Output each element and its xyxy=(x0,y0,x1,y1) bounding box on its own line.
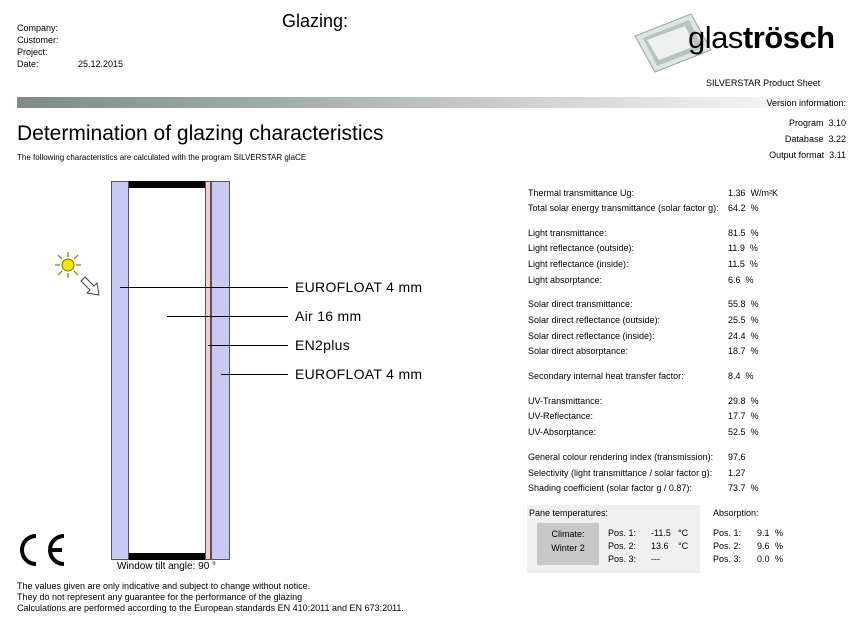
prop-name: UV-Reflectance: xyxy=(528,411,594,421)
layer-label-1: EUROFLOAT 4 mm xyxy=(295,279,423,295)
leader-line-4 xyxy=(221,374,288,375)
absorption-value: 0.0 xyxy=(757,554,770,564)
product-sheet-label: SILVERSTAR Product Sheet xyxy=(706,78,821,88)
version-output-name: Output format xyxy=(769,150,825,160)
pos-label: Pos. 2: xyxy=(713,541,742,551)
bottom-spacer xyxy=(129,553,205,560)
prop-value: 6.6 % xyxy=(728,275,754,285)
version-program-value: 3.10 xyxy=(828,118,846,128)
prop-value: 55.8 % xyxy=(728,299,759,309)
inner-glass-pane xyxy=(211,181,230,560)
pane-temperatures-label: Pane temperatures: xyxy=(529,508,609,518)
prop-value: 11.5 % xyxy=(728,259,758,269)
pos-label: Pos. 1: xyxy=(713,528,742,538)
prop-value: 17.7 % xyxy=(728,411,759,421)
footer-notes xyxy=(17,581,404,614)
customer-row xyxy=(17,35,59,45)
project-label: Project: xyxy=(17,47,48,57)
temp-unit: °C xyxy=(678,541,689,551)
prop-name: Solar direct reflectance (outside): xyxy=(528,315,661,325)
layer-label-3: EN2plus xyxy=(295,337,351,353)
version-program-name: Program xyxy=(788,118,824,128)
leader-line-2 xyxy=(167,316,288,317)
prop-value: 81.5 % xyxy=(728,228,759,238)
pos-label: Pos. 3: xyxy=(713,554,742,564)
date-row xyxy=(17,59,124,69)
version-output-value: 3.11 xyxy=(829,150,846,160)
prop-name: General colour rendering index (transmission): xyxy=(528,452,714,462)
prop-name: Secondary internal heat transfer factor: xyxy=(528,371,684,381)
prop-name: UV-Transmittance: xyxy=(528,396,603,406)
temp-value: 13.6 xyxy=(651,541,669,551)
brand-logo xyxy=(688,20,835,56)
brand-bold-text: trösch xyxy=(742,20,835,55)
prop-value: 73.7 % xyxy=(728,483,759,493)
date-label: Date: xyxy=(17,59,39,69)
prop-name: Solar direct reflectance (inside): xyxy=(528,331,655,341)
prop-name: Light transmittance: xyxy=(528,228,607,238)
page-title: Determination of glazing characteristics xyxy=(17,122,384,145)
prop-value: 52.5 % xyxy=(728,427,759,437)
prop-name: Light reflectance (outside): xyxy=(528,243,635,253)
customer-label: Customer: xyxy=(17,35,59,45)
project-row xyxy=(17,47,48,57)
absorption-unit: % xyxy=(775,554,784,564)
version-database-value: 3.22 xyxy=(828,134,846,144)
prop-name: Solar direct transmittance: xyxy=(528,299,633,309)
absorption-value: 9.1 xyxy=(757,528,770,538)
prop-name: UV-Absorptance: xyxy=(528,427,597,437)
ce-mark-icon xyxy=(12,530,68,575)
version-output-format xyxy=(769,150,846,160)
leader-line-3 xyxy=(208,345,288,346)
layer-label-2: Air 16 mm xyxy=(295,308,362,324)
climate-value: Winter 2 xyxy=(551,543,585,553)
version-database xyxy=(785,134,846,144)
outer-glass-pane xyxy=(111,181,129,560)
temp-value: -11.5 xyxy=(651,528,671,538)
glazing-title: Glazing: xyxy=(282,11,349,31)
prop-value: 25.5 % xyxy=(728,315,759,325)
company-row xyxy=(17,23,58,33)
arrow-icon xyxy=(78,274,104,305)
layer-label-4: EUROFLOAT 4 mm xyxy=(295,366,423,382)
company-label: Company: xyxy=(17,23,59,33)
footer-line-2: They do not represent any guarantee for the performance of the glazing xyxy=(17,592,303,602)
prop-name: Light reflectance (inside): xyxy=(528,259,629,269)
absorption-row-1 xyxy=(713,528,784,538)
absorption-row-3 xyxy=(713,554,784,564)
prop-value: 8.4 % xyxy=(728,371,754,381)
pane-temp-row-3 xyxy=(608,554,660,564)
prop-name: Light absorptance: xyxy=(528,275,603,285)
prop-name: Solar direct absorptance: xyxy=(528,346,629,356)
version-info-label: Version information: xyxy=(766,98,846,108)
version-program xyxy=(789,118,846,128)
climate-label: Climate: xyxy=(551,529,585,539)
pos-label: Pos. 2: xyxy=(608,541,637,551)
absorption-label: Absorption: xyxy=(713,508,759,518)
prop-value: 29.8 % xyxy=(728,396,759,406)
pos-label: Pos. 3: xyxy=(608,554,637,564)
date-value: 25.12.2015 xyxy=(78,59,124,69)
absorption-row-2 xyxy=(713,541,784,551)
pane-temp-row-1 xyxy=(608,528,689,538)
page-subtitle: The following characteristics are calculated with the program SILVERSTAR glaCE xyxy=(17,153,307,162)
prop-value: 1.27 xyxy=(728,468,746,478)
prop-name: Total solar energy transmittance (solar factor g): xyxy=(528,203,719,213)
prop-name: Shading coefficient (solar factor g / 0.87): xyxy=(528,483,692,493)
absorption-unit: % xyxy=(775,528,784,538)
prop-name: Thermal transmittance Ug: xyxy=(528,188,635,198)
prop-value: 24.4 % xyxy=(728,331,759,341)
prop-value: 11.9 % xyxy=(728,243,758,253)
footer-line-3: Calculations are performed according to the European standards EN 410:2011 and EN 673:2011. xyxy=(17,603,404,613)
pane-temp-row-2 xyxy=(608,541,689,551)
top-spacer xyxy=(129,181,205,188)
absorption-unit: % xyxy=(775,541,784,551)
brand-light-text: glas xyxy=(688,20,743,55)
prop-value: 18.7 % xyxy=(728,346,759,356)
pos-label: Pos. 1: xyxy=(608,528,637,538)
temp-value: --- xyxy=(651,554,660,564)
header-divider-bar xyxy=(17,97,846,108)
footer-line-1: The values given are only indicative and subject to change without notice. xyxy=(17,581,311,591)
window-tilt-label: Window tilt angle: 90 ° xyxy=(117,561,217,572)
prop-value: 1.36 W/m²K xyxy=(728,188,779,198)
climate-box xyxy=(537,523,599,565)
prop-name: Selectivity (light transmittance / solar factor g): xyxy=(528,468,713,478)
version-database-name: Database xyxy=(784,134,824,144)
absorption-value: 9.6 xyxy=(757,541,770,551)
temp-unit: °C xyxy=(678,528,689,538)
leader-line-1 xyxy=(120,287,288,288)
prop-value: 97.6 xyxy=(728,452,746,462)
prop-value: 64.2 % xyxy=(728,203,759,213)
